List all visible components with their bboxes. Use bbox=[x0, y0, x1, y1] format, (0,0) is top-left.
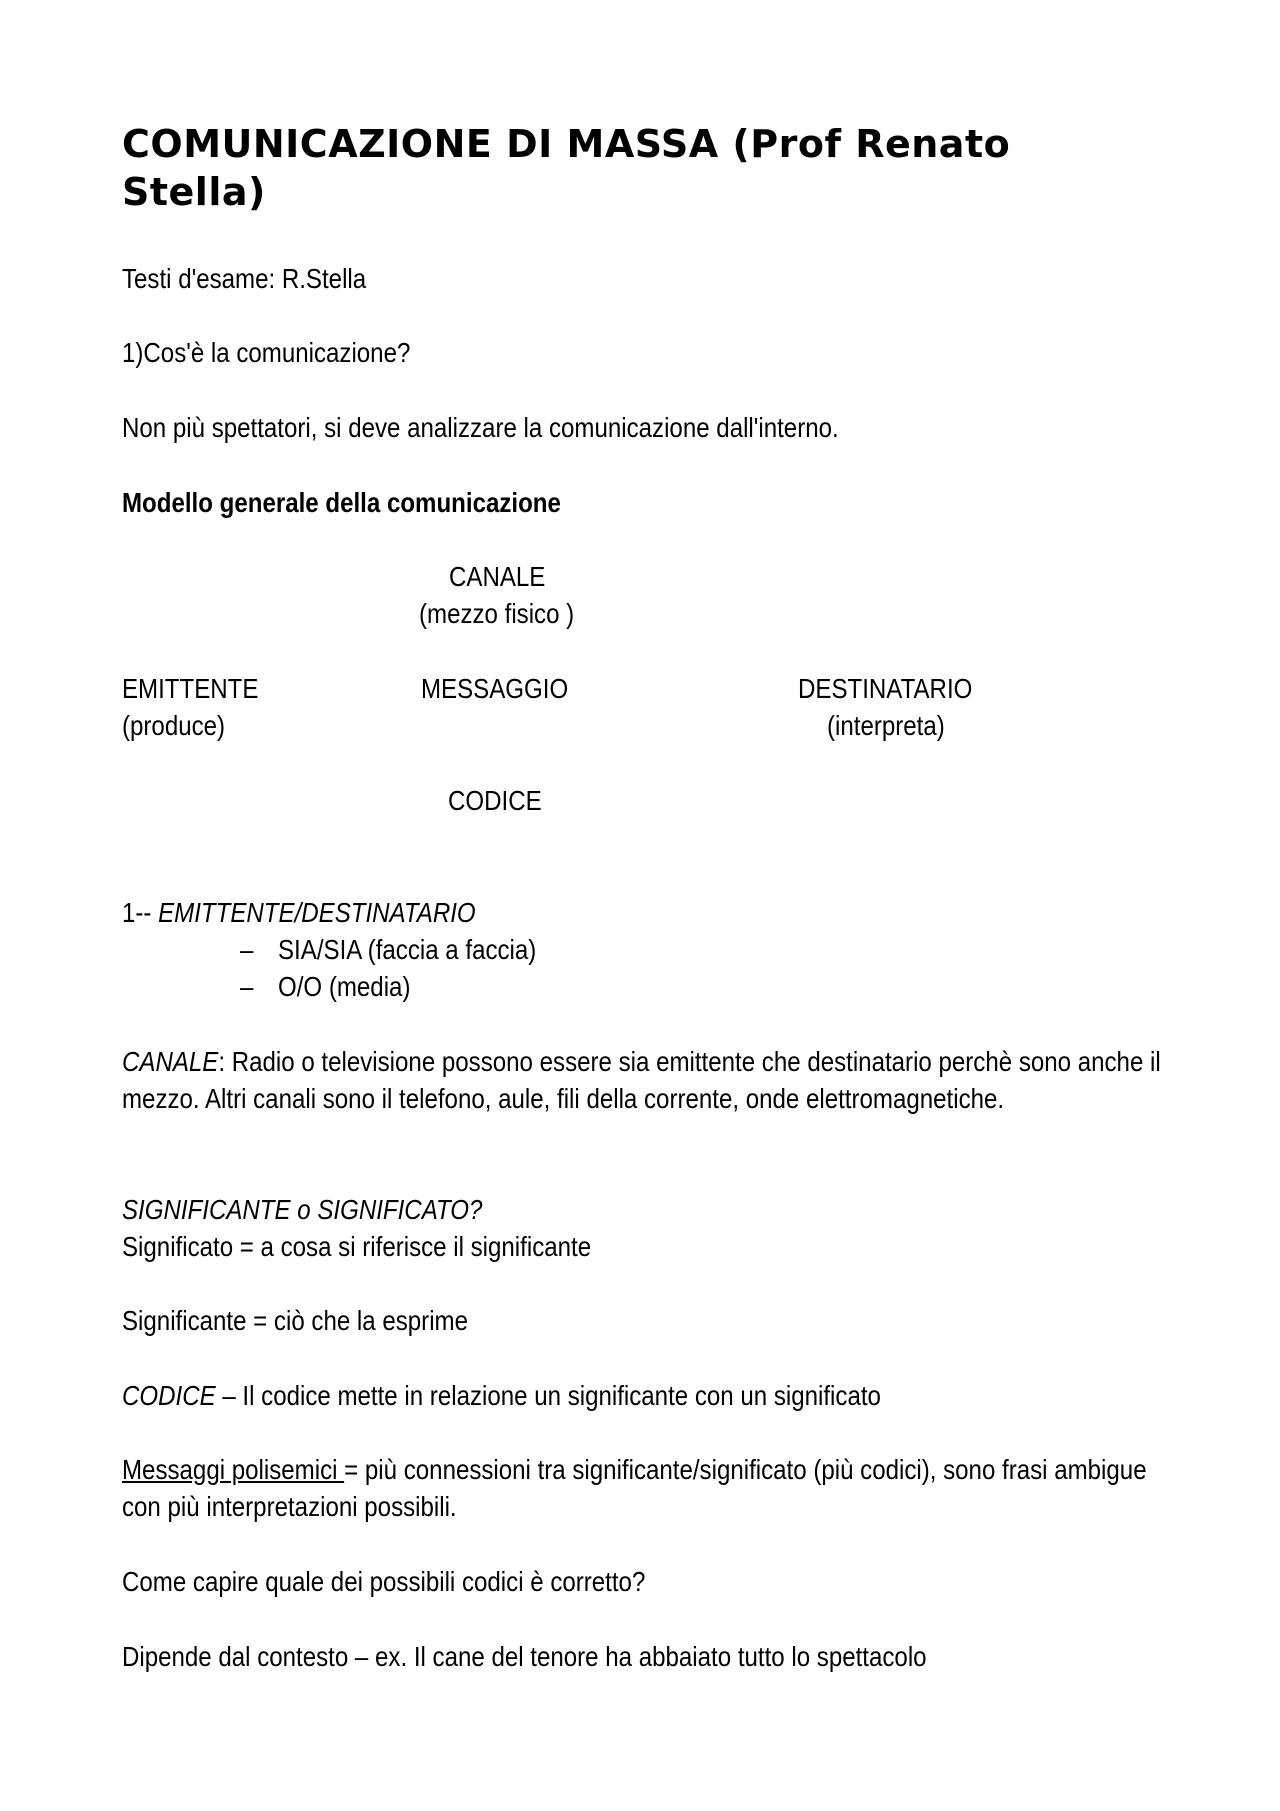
polisemici-term: Messaggi polisemici bbox=[122, 1454, 345, 1485]
codice-term: CODICE bbox=[122, 1380, 216, 1411]
model-messaggio: MESSAGGIO bbox=[421, 673, 569, 704]
canale-text: : Radio o televisione possono essere sia emittente che destinatario perchè sono anche il mezzo. Altri canali sono il telefono, aule, fili della corrente, onde elettromagnetiche. bbox=[122, 1046, 1161, 1114]
significante-definition: Significante = ciò che la esprime bbox=[122, 1305, 469, 1336]
exam-texts: Testi d'esame: R.Stella bbox=[122, 263, 367, 294]
canale-term: CANALE bbox=[122, 1046, 219, 1077]
list-dash: – bbox=[240, 934, 254, 965]
document-title: COMUNICAZIONE DI MASSA (Prof Renato Stella) bbox=[122, 122, 1011, 214]
section-1-prefix: 1-- bbox=[122, 897, 159, 928]
list-item-text: SIA/SIA (faccia a faccia) bbox=[278, 934, 537, 965]
section-1-heading bbox=[122, 894, 476, 931]
codice-paragraph bbox=[122, 1377, 881, 1414]
model-destinatario: DESTINATARIO bbox=[798, 673, 973, 704]
question-codice: Come capire quale dei possibili codici è corretto? bbox=[122, 1566, 646, 1597]
contesto-paragraph: Dipende dal contesto – ex. Il cane del tenore ha abbaiato tutto lo spettacolo bbox=[122, 1641, 927, 1672]
intro-paragraph: Non più spettatori, si deve analizzare la comunicazione dall'interno. bbox=[122, 412, 839, 443]
polisemici-text: = più connessioni tra significante/significato (più codici), sono frasi ambigue con più interpretazioni possibili. bbox=[122, 1454, 1147, 1522]
significato-definition: Significato = a cosa si riferisce il significante bbox=[122, 1231, 592, 1262]
codice-text: – Il codice mette in relazione un significante con un significato bbox=[215, 1380, 881, 1411]
model-emittente: EMITTENTE bbox=[122, 673, 259, 704]
section-1-label: EMITTENTE/DESTINATARIO bbox=[158, 897, 476, 928]
model-canale-note: (mezzo fisico ) bbox=[419, 598, 575, 629]
list-item bbox=[240, 931, 253, 968]
model-emittente-note: (produce) bbox=[122, 710, 226, 741]
significante-heading: SIGNIFICANTE o SIGNIFICATO? bbox=[122, 1194, 483, 1225]
polisemici-paragraph bbox=[122, 1451, 1167, 1525]
list-item-text: O/O (media) bbox=[278, 971, 411, 1002]
model-heading: Modello generale della comunicazione bbox=[122, 487, 561, 518]
canale-paragraph bbox=[122, 1043, 1167, 1117]
model-destinatario-note: (interpreta) bbox=[827, 710, 945, 741]
model-canale: CANALE bbox=[449, 561, 546, 592]
list-item bbox=[240, 968, 253, 1005]
model-codice: CODICE bbox=[448, 785, 542, 816]
question-1: 1)Cos'è la comunicazione? bbox=[122, 337, 411, 368]
list-dash: – bbox=[240, 971, 254, 1002]
